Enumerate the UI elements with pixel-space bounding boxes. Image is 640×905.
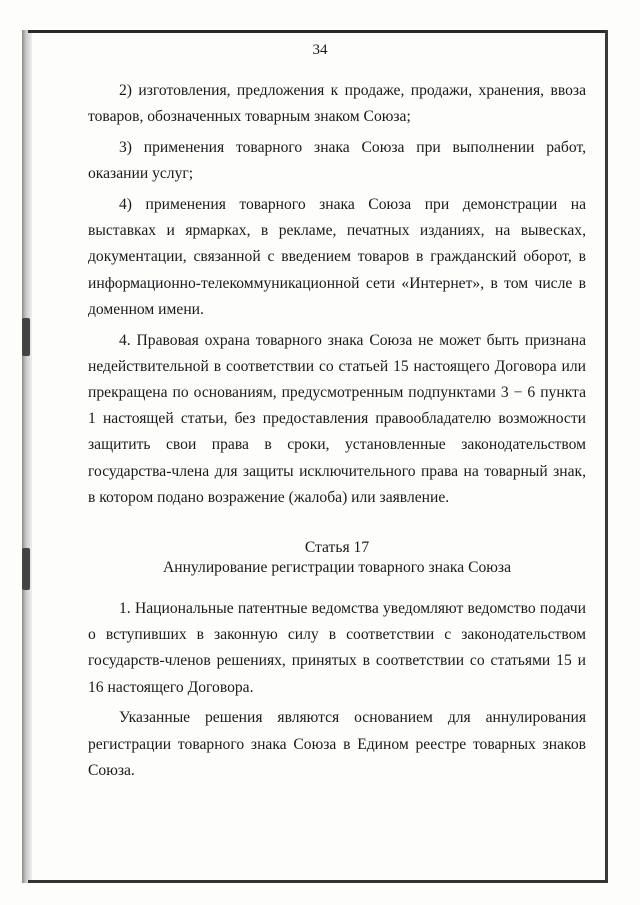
article-title: Аннулирование регистрации товарного знака Союза xyxy=(162,559,512,577)
paragraph-item-4: 4) применения товарного знака Союза при демонстрации на выставках и ярмарках, в рекламе, печатных изданиях, на вывесках, документации, связанной с введением товаров в гражданский оборот, в информационно-телекоммуникационной сети «Интернет», в том числе в доменном имени. xyxy=(88,196,586,318)
binder-hole-mark xyxy=(22,548,30,590)
article-number: Статья 17 xyxy=(304,539,370,557)
article-body xyxy=(88,596,586,784)
document-body xyxy=(88,78,586,789)
page-left-edge-shadow xyxy=(22,30,32,883)
page-top-border xyxy=(28,30,608,33)
binder-hole-mark xyxy=(22,318,30,356)
paragraph-decisions: Указанные решения являются основанием для аннулирования регистрации товарного знака Союза в Едином реестре товарных знаков Союза. xyxy=(88,709,586,779)
paragraph-section-4: 4. Правовая охрана товарного знака Союза не может быть признана недействительной в соответствии со статьей 15 настоящего Договора или прекращена по основаниям, предусмотренным подпунктами 3 − 6 пункта 1 настоящей статьи, без предоставления правообладателю возможности защитить свои права в сроки, установленные законодательством государства-члена для защиты исключительного права на товарный знак, в котором подано возражение (жалоба) или заявление. xyxy=(88,331,586,506)
page-right-border xyxy=(605,30,608,880)
article-heading xyxy=(88,538,586,578)
paragraph-item-2: 2) изготовления, предложения к продаже, продажи, хранения, ввоза товаров, обозначенных товарным знаком Союза; xyxy=(88,82,586,126)
page-number: 34 xyxy=(312,42,328,58)
paragraph-section-1: 1. Национальные патентные ведомства уведомляют ведомство подачи о вступивших в законную силу в соответствии с законодательством государств-членов решениях, принятых в соответствии со статьями 15 и 16 настоящего Договора. xyxy=(88,600,586,696)
paragraph-item-3: 3) применения товарного знака Союза при выполнении работ, оказании услуг; xyxy=(88,139,586,183)
page-bottom-border xyxy=(28,880,608,883)
